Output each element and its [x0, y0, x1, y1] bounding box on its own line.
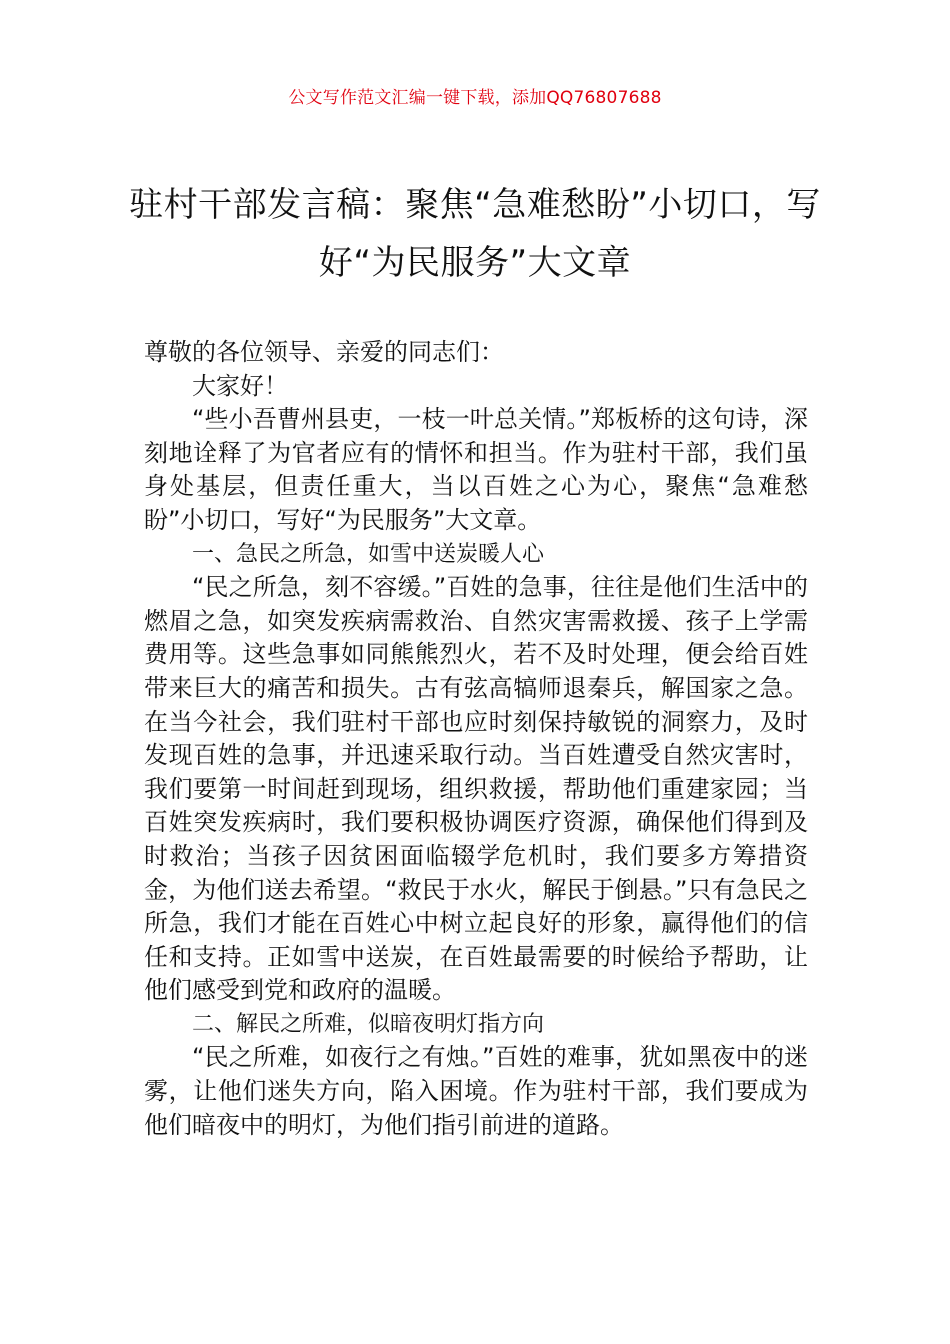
section-1-heading: 一、急民之所急，如雪中送炭暖人心	[192, 541, 545, 567]
salutation: 尊敬的各位领导、亲爱的同志们：	[144, 338, 504, 366]
header-promo-note: 公文写作范文汇编一键下载，添加QQ76807688	[288, 88, 662, 108]
section-2-heading: 二、解民之所难，似暗夜明灯指方向	[192, 1011, 545, 1037]
section-1-paragraph: “民之所急，刻不容缓。”百姓的急事，往往是他们生活中的燃眉之急，如突发疾病需救治、自然灾害需救援、孩子上学需费用等。这些急事如同熊熊烈火，若不及时处理，便会给百姓带来巨大的痛苦和损失。古有弦高犒师退秦兵，解国家之急。在当今社会，我们驻村干部也应时刻保持敏锐的洞察力，及时发现百姓的急事，并迅速采取行动。当百姓遭受自然灾害时，我们要第一时间赶到现场，组织救援，帮助他们重建家园；当百姓突发疾病时，我们要积极协调医疗资源，确保他们得到及时救治；当孩子因贫困面临辍学危机时，我们要多方筹措资金，为他们送去希望。“救民于水火，解民于倒悬。”只有急民之所急，我们才能在百姓心中树立起良好的形象，赢得他们的信任和支持。正如雪中送炭，在百姓最需要的时候给予帮助，让他们感受到党和政府的温暖。	[144, 573, 808, 1005]
greeting: 大家好！	[192, 371, 288, 400]
document-title: 驻村干部发言稿：聚焦“急难愁盼”小切口，写好“为民服务”大文章	[129, 185, 821, 283]
document-body	[144, 336, 808, 1142]
section-2-paragraph: “民之所难，如夜行之有烛。”百姓的难事，犹如黑夜中的迷雾，让他们迷失方向，陷入困境。作为驻村干部，我们要成为他们暗夜中的明灯，为他们指引前进的道路。	[144, 1043, 808, 1139]
intro-paragraph: “些小吾曹州县吏，一枝一叶总关情。”郑板桥的这句诗，深刻地诠释了为官者应有的情怀和担当。作为驻村干部，我们虽身处基层，但责任重大，当以百姓之心为心，聚焦“急难愁盼”小切口，写好“为民服务”大文章。	[144, 405, 808, 534]
